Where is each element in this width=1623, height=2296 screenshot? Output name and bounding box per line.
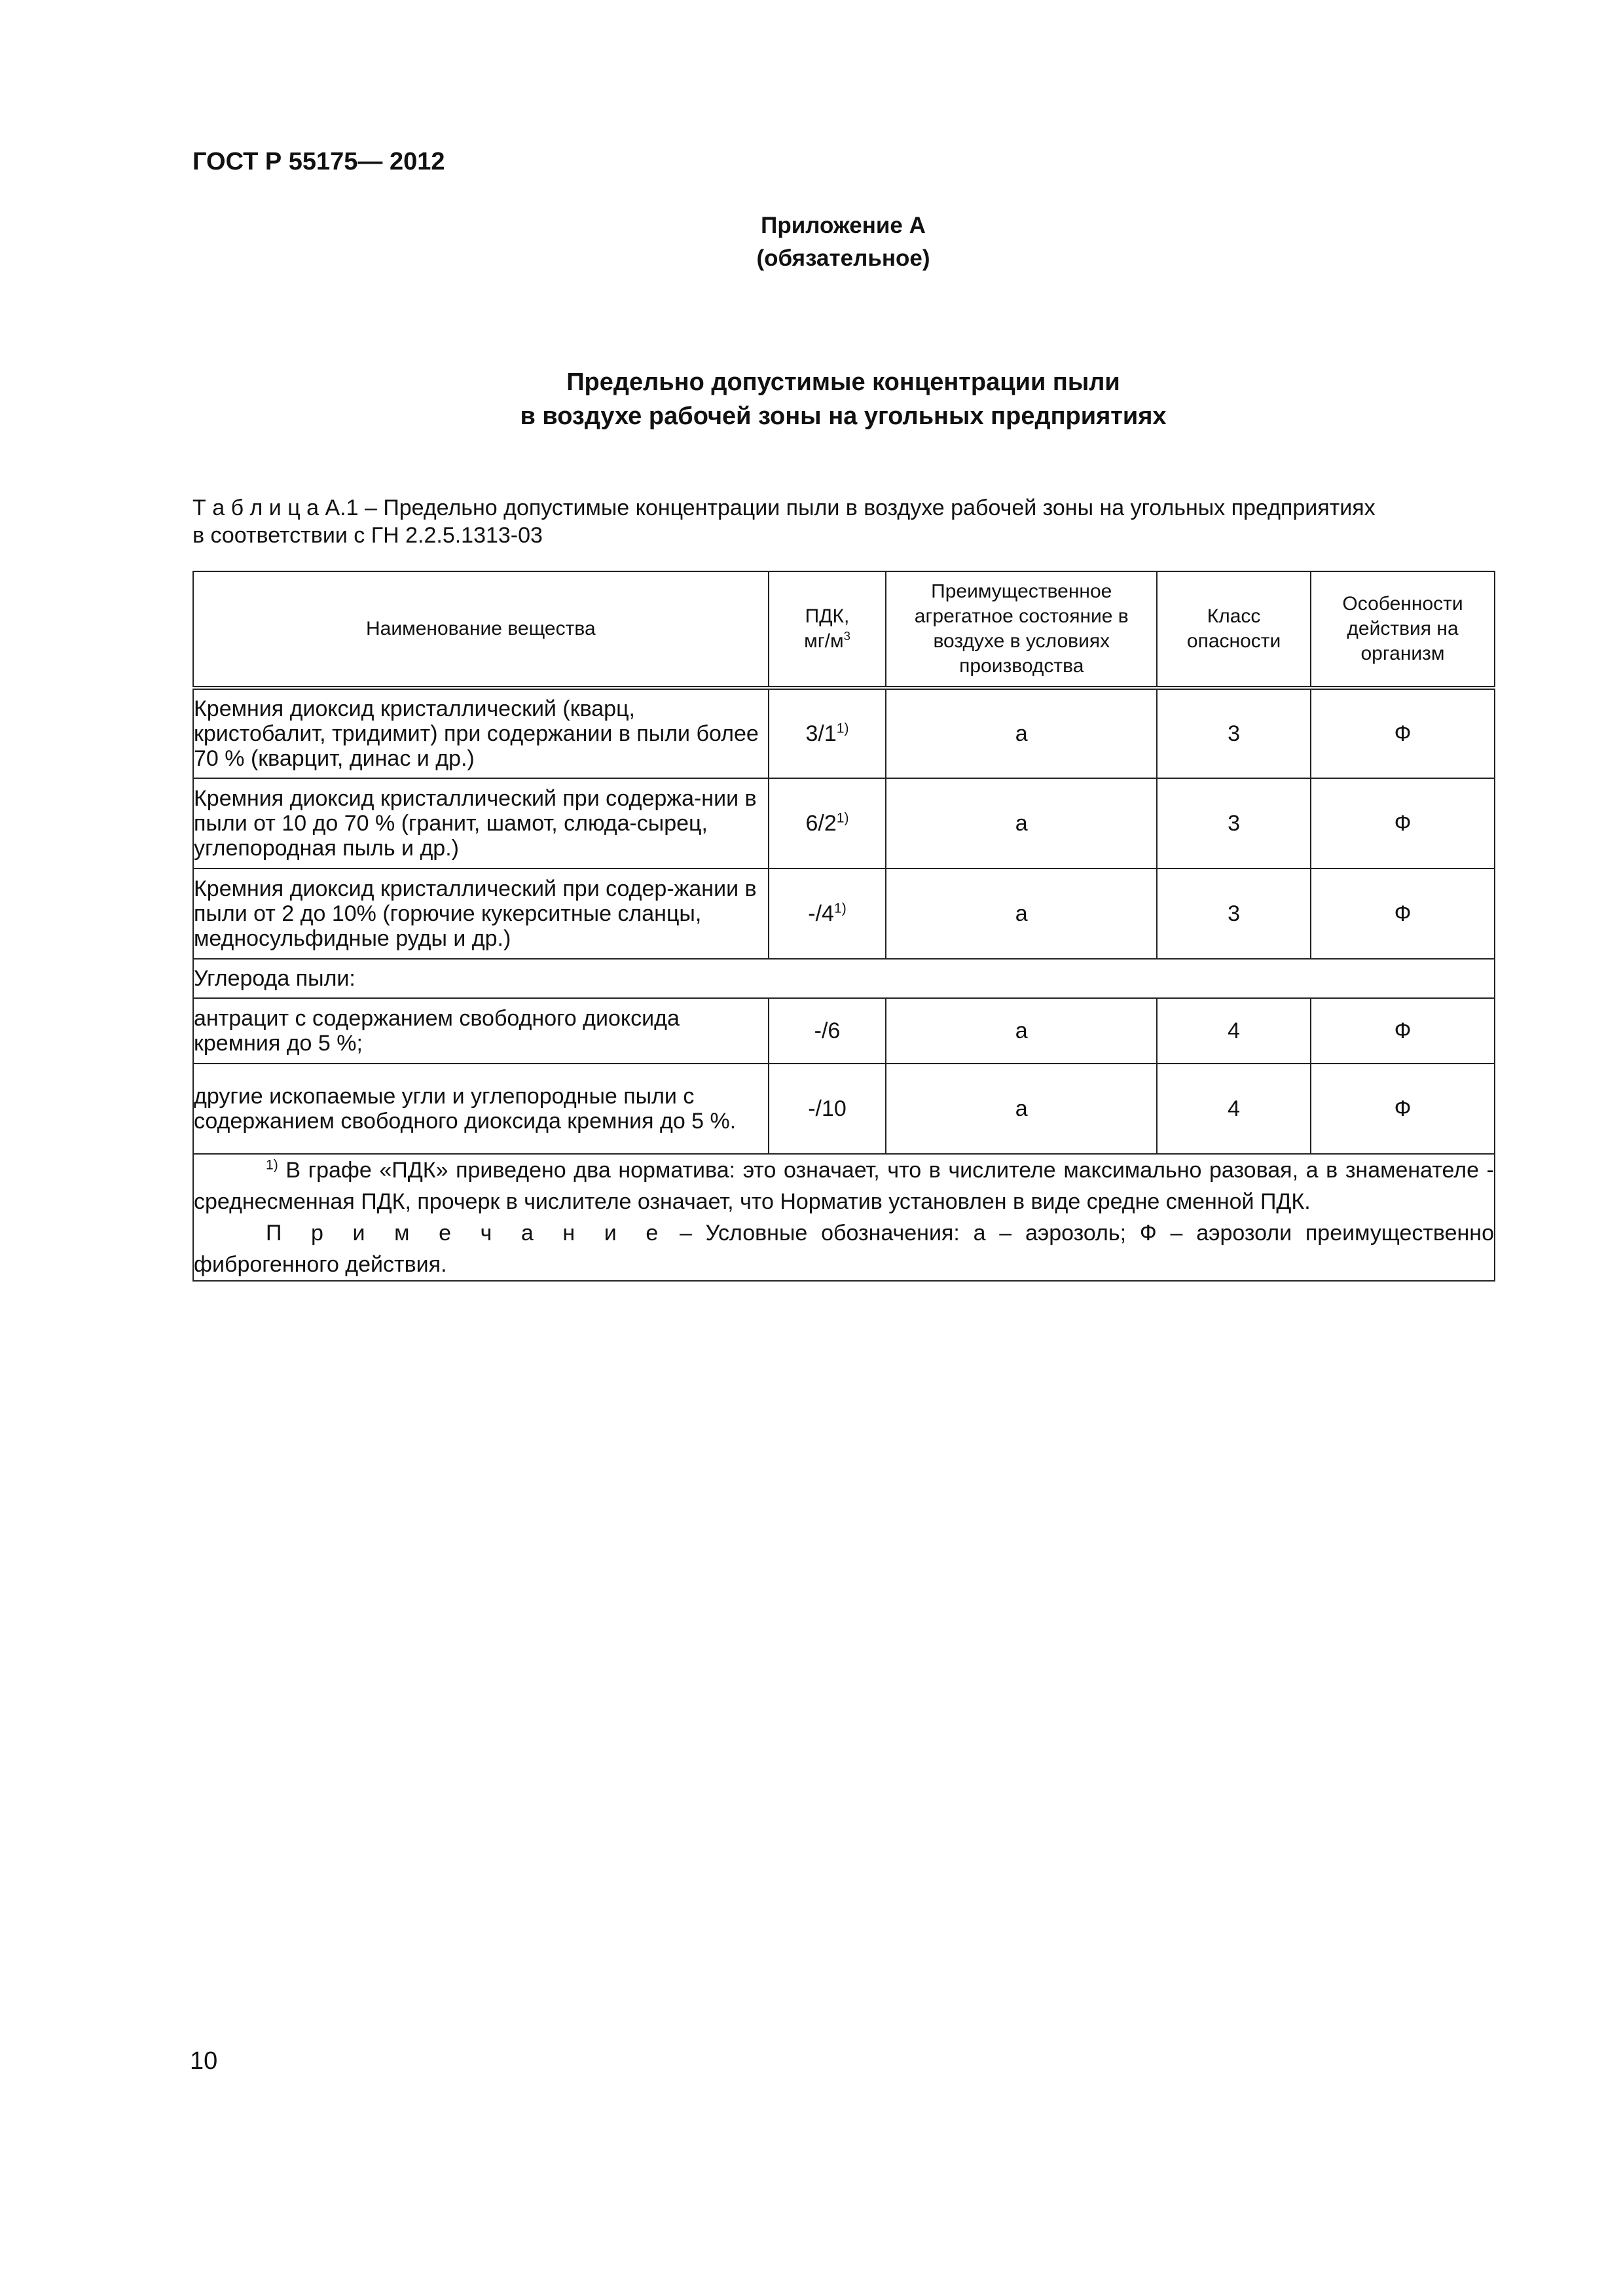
row-hazard: 4 bbox=[1157, 998, 1311, 1064]
row-state: а bbox=[886, 998, 1157, 1064]
row-pdk: -/4$^{1)}$ bbox=[769, 869, 886, 959]
title-line-2: в воздухе рабочей зоны на угольных предприятиях bbox=[520, 403, 1167, 430]
footnote-mark: 1) bbox=[266, 1157, 278, 1173]
note bbox=[194, 1217, 1494, 1280]
row-effect: Ф bbox=[1311, 998, 1495, 1064]
header-pdk bbox=[769, 571, 886, 687]
row-pdk: -/10 bbox=[769, 1064, 886, 1154]
appendix-label: Приложение А bbox=[761, 213, 926, 238]
page-number: 10 bbox=[190, 2047, 218, 2075]
caption-label: Т а б л и ц а bbox=[192, 495, 319, 520]
row-hazard: 3 bbox=[1157, 689, 1311, 778]
row-name: Кремния диоксид кристаллический при содер-жании в пыли от 2 до 10% (горючие кукерситные сланцы, медносульфидные руды и др.) bbox=[193, 869, 769, 959]
header-name: Наименование вещества bbox=[193, 571, 769, 687]
header-hazard: Класс опасности bbox=[1157, 571, 1311, 687]
row-hazard: 4 bbox=[1157, 1064, 1311, 1154]
table-row bbox=[193, 689, 1495, 778]
section-title bbox=[0, 365, 1623, 433]
table-row bbox=[193, 1064, 1495, 1154]
pdk-table bbox=[192, 571, 1495, 1282]
row-effect: Ф bbox=[1311, 1064, 1495, 1154]
caption-text: А.1 – Предельно допустимые концентрации пыли в воздухе рабочей зоны на угольных предприятиях bbox=[319, 495, 1376, 520]
document-code: ГОСТ Р 55175— 2012 bbox=[192, 148, 445, 175]
row-state: а bbox=[886, 778, 1157, 869]
note-label: П р и м е ч а н и е bbox=[266, 1221, 666, 1246]
caption-line-2: в соответствии с ГН 2.2.5.1313-03 bbox=[192, 523, 543, 548]
table-row bbox=[193, 998, 1495, 1064]
header-pdk-unit-sup: 3 bbox=[843, 629, 850, 643]
row-effect: Ф bbox=[1311, 869, 1495, 959]
group-label: Углерода пыли: bbox=[193, 959, 1495, 998]
group-row bbox=[193, 959, 1495, 998]
header-pdk-label: ПДК, bbox=[805, 605, 850, 627]
row-state: а bbox=[886, 689, 1157, 778]
header-pdk-unit: мг/м bbox=[804, 630, 844, 652]
row-hazard: 3 bbox=[1157, 778, 1311, 869]
row-name: антрацит с содержанием свободного диоксида кремния до 5 %; bbox=[193, 998, 769, 1064]
row-effect: Ф bbox=[1311, 689, 1495, 778]
table-row bbox=[193, 869, 1495, 959]
row-name: Кремния диоксид кристаллический (кварц, кристобалит, тридимит) при содержании в пыли более 70 % (кварцит, динас и др.) bbox=[193, 689, 769, 778]
header-state: Преимущественное агрегатное состояние в воздухе в условиях производства bbox=[886, 571, 1157, 687]
table-notes bbox=[193, 1154, 1495, 1281]
appendix-heading bbox=[0, 209, 1623, 275]
table-header-row bbox=[193, 571, 1495, 687]
row-pdk: 6/2$^{1)}$ bbox=[769, 778, 886, 869]
table-row bbox=[193, 778, 1495, 869]
row-name: другие ископаемые угли и углепородные пыли с содержанием свободного диоксида кремния до 5 %. bbox=[193, 1064, 769, 1154]
row-pdk: 3/1$^{1)}$ bbox=[769, 689, 886, 778]
row-name: Кремния диоксид кристаллический при содержа-нии в пыли от 10 до 70 % (гранит, шамот, слюда-сырец, углепородная пыль и др.) bbox=[193, 778, 769, 869]
appendix-status: (обязательное) bbox=[756, 245, 930, 271]
row-state: а bbox=[886, 1064, 1157, 1154]
footnote bbox=[194, 1155, 1494, 1217]
footnote-text: В графе «ПДК» приведено два норматива: это означает, что в числителе максимально разовая, а в знаменателе - среднесменная ПДК, прочерк в числителе означает, что Норматив установлен в виде средне сменной ПДК. bbox=[194, 1158, 1494, 1214]
notes-row bbox=[193, 1154, 1495, 1281]
table-caption bbox=[192, 494, 1502, 549]
row-effect: Ф bbox=[1311, 778, 1495, 869]
row-pdk: -/6 bbox=[769, 998, 886, 1064]
row-state: а bbox=[886, 869, 1157, 959]
row-hazard: 3 bbox=[1157, 869, 1311, 959]
title-line-1: Предельно допустимые концентрации пыли bbox=[566, 368, 1120, 396]
header-effect: Особенности действия на организм bbox=[1311, 571, 1495, 687]
note-text: – Условные обозначения: а – аэрозоль; Ф – аэрозоли преимущественно фиброгенного действия. bbox=[194, 1221, 1494, 1277]
